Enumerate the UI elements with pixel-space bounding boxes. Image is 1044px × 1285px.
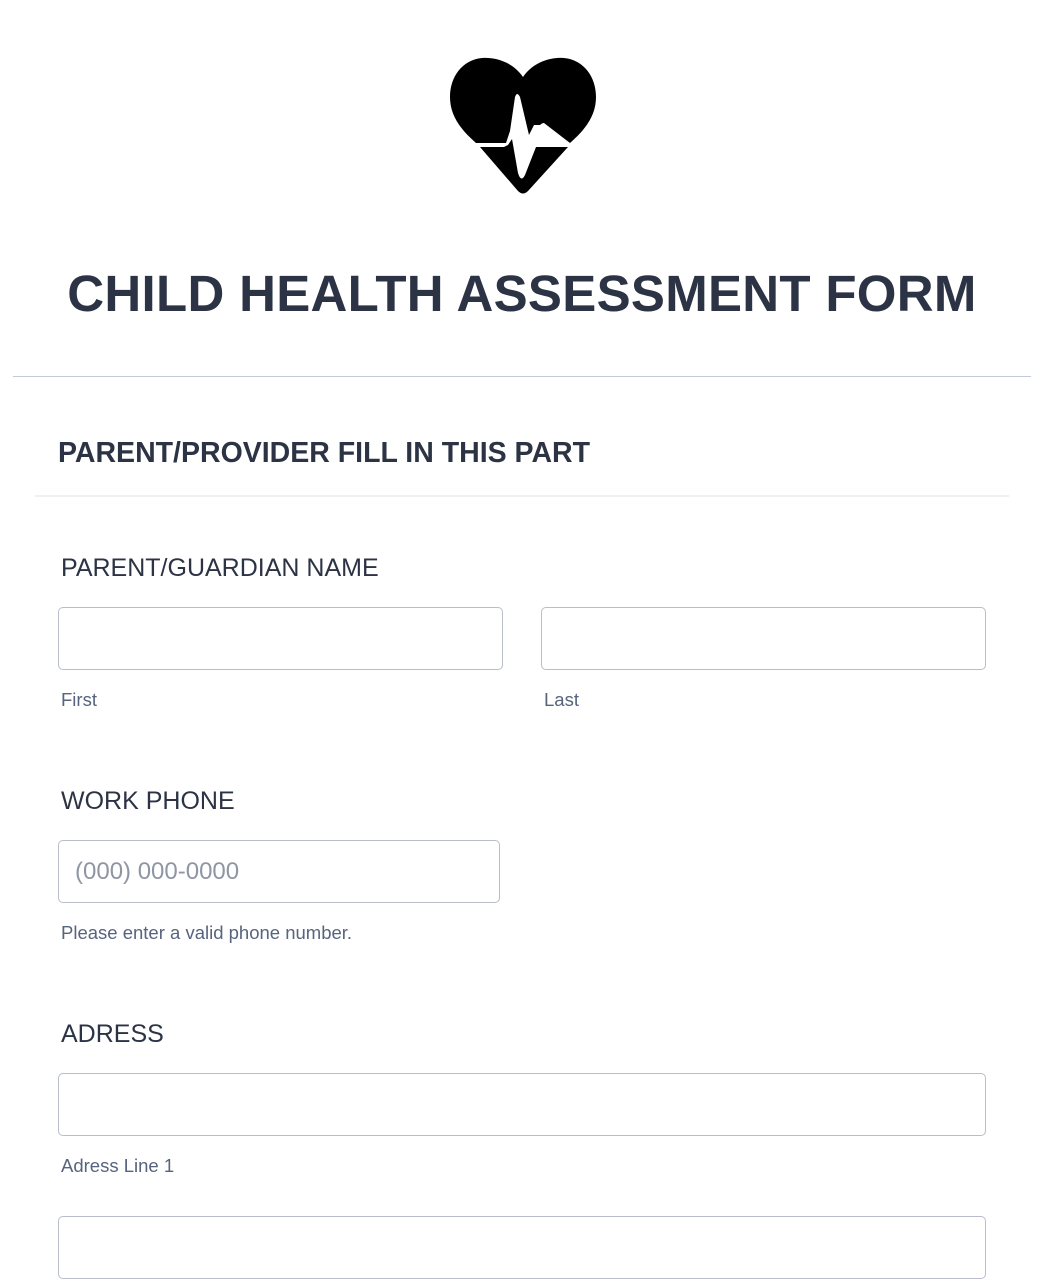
- guardian-last-name-input[interactable]: [541, 607, 986, 670]
- guardian-first-name-input[interactable]: [58, 607, 503, 670]
- address-label: ADRESS: [61, 1020, 164, 1048]
- last-name-sublabel: Last: [544, 689, 579, 710]
- address-line1-sublabel: Adress Line 1: [61, 1155, 175, 1176]
- guardian-name-label: PARENT/GUARDIAN NAME: [61, 554, 379, 582]
- first-name-sublabel: First: [61, 689, 97, 710]
- section-divider: [35, 495, 1009, 497]
- heart-pulse-icon: [448, 55, 598, 197]
- work-phone-input[interactable]: [58, 840, 500, 903]
- work-phone-hint: Please enter a valid phone number.: [61, 922, 353, 943]
- header-divider: [13, 376, 1031, 377]
- work-phone-label: WORK PHONE: [61, 787, 235, 815]
- address-line1-input[interactable]: [58, 1073, 986, 1136]
- form-title: CHILD HEALTH ASSESSMENT FORM: [67, 265, 977, 322]
- section-heading: PARENT/PROVIDER FILL IN THIS PART: [58, 437, 591, 469]
- address-line2-input[interactable]: [58, 1216, 986, 1279]
